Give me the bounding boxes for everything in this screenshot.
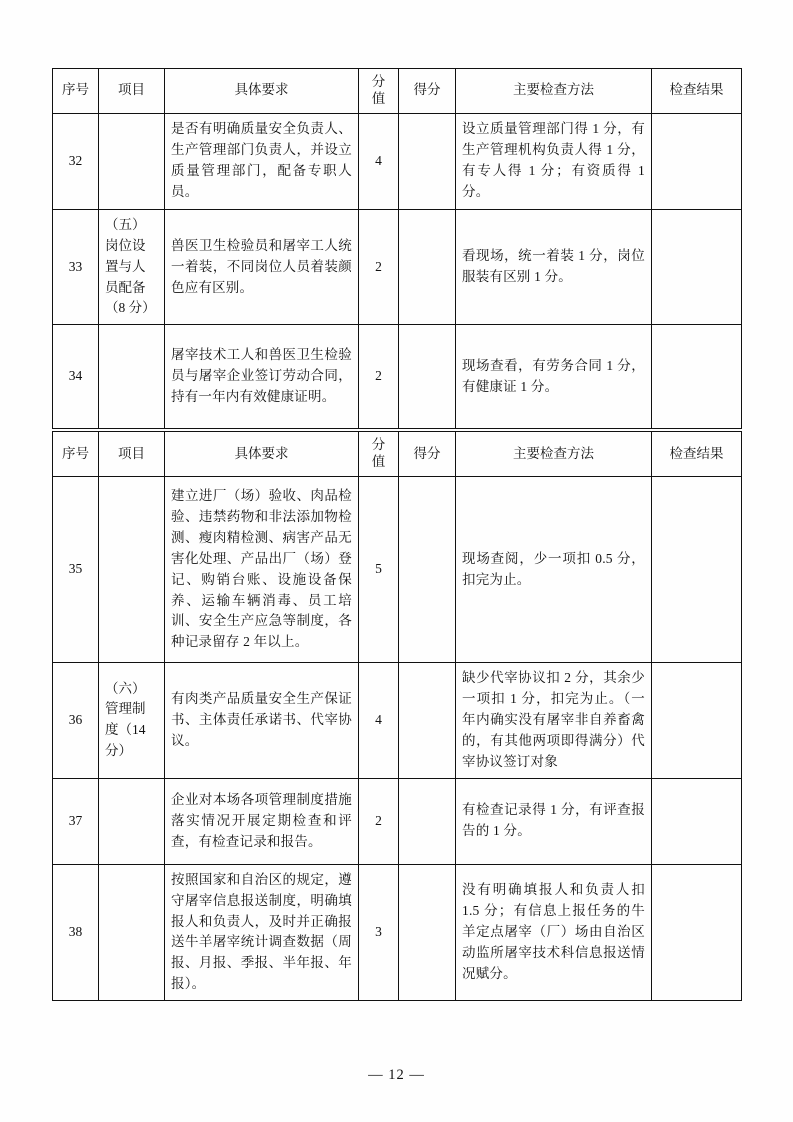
cell-requirement: 按照国家和自治区的规定，遵守屠宰信息报送制度，明确填报人和负责人，及时并正确报送牛羊屠宰统计调查数据（周报、月报、季报、半年报、年报）。 — [165, 864, 359, 1001]
cell-method: 现场查阅，少一项扣 0.5 分，扣完为止。 — [456, 477, 652, 663]
header-score: 分 值 — [359, 69, 399, 114]
header-got-score: 得分 — [399, 432, 456, 477]
table-row — [53, 325, 742, 429]
table-row — [53, 477, 742, 663]
header-item: 项目 — [99, 432, 165, 477]
cell-got-score — [399, 477, 456, 663]
cell-got-score — [399, 113, 456, 209]
cell-method: 缺少代宰协议扣 2 分，其余少一项扣 1 分，扣完为止。（一年内确实没有屠宰非自养畜禽的，有其他两项即得满分）代宰协议签订对象 — [456, 663, 652, 779]
cell-method: 现场查看，有劳务合同 1 分，有健康证 1 分。 — [456, 325, 652, 429]
table-row — [53, 209, 742, 325]
header-result: 检查结果 — [652, 69, 742, 114]
cell-item: （六）管理制度（14 分） — [99, 663, 165, 779]
cell-requirement: 屠宰技术工人和兽医卫生检验员与屠宰企业签订劳动合同，持有一年内有效健康证明。 — [165, 325, 359, 429]
table-row — [53, 113, 742, 209]
inspection-table-part-1 — [52, 68, 742, 429]
header-item: 项目 — [99, 69, 165, 114]
cell-seq: 38 — [53, 864, 99, 1001]
cell-item — [99, 864, 165, 1001]
header-seq: 序号 — [53, 69, 99, 114]
cell-result — [652, 778, 742, 864]
cell-seq: 32 — [53, 113, 99, 209]
table-header-row — [53, 432, 742, 477]
header-got-score: 得分 — [399, 69, 456, 114]
header-requirement: 具体要求 — [165, 432, 359, 477]
header-requirement: 具体要求 — [165, 69, 359, 114]
cell-score: 2 — [359, 778, 399, 864]
cell-score: 2 — [359, 325, 399, 429]
cell-requirement: 建立进厂（场）验收、肉品检验、违禁药物和非法添加物检测、瘦肉精检测、病害产品无害化处理、产品出厂（场）登记、购销台账、设施设备保养、运输车辆消毒、员工培训、安全生产应急等制度，各种记录留存 2 年以上。 — [165, 477, 359, 663]
table-row — [53, 778, 742, 864]
cell-item — [99, 325, 165, 429]
cell-seq: 34 — [53, 325, 99, 429]
cell-got-score — [399, 864, 456, 1001]
cell-got-score — [399, 325, 456, 429]
cell-item — [99, 477, 165, 663]
cell-item: （五）岗位设置与人员配备（8 分） — [99, 209, 165, 325]
cell-result — [652, 864, 742, 1001]
table-row — [53, 864, 742, 1001]
cell-method: 设立质量管理部门得 1 分，有生产管理机构负责人得 1 分，有专人得 1 分；有资质得 1 分。 — [456, 113, 652, 209]
cell-score: 4 — [359, 663, 399, 779]
page-number: — 12 — — [368, 1067, 425, 1083]
cell-item — [99, 778, 165, 864]
cell-method: 看现场，统一着装 1 分，岗位服装有区别 1 分。 — [456, 209, 652, 325]
cell-requirement: 兽医卫生检验员和屠宰工人统一着装，不同岗位人员着装颜色应有区别。 — [165, 209, 359, 325]
cell-got-score — [399, 209, 456, 325]
inspection-table-part-2 — [52, 431, 742, 1001]
cell-got-score — [399, 778, 456, 864]
header-result: 检查结果 — [652, 432, 742, 477]
cell-score: 3 — [359, 864, 399, 1001]
cell-method: 有检查记录得 1 分，有评查报告的 1 分。 — [456, 778, 652, 864]
header-score: 分 值 — [359, 432, 399, 477]
table-header-row — [53, 69, 742, 114]
cell-method: 没有明确填报人和负责人扣 1.5 分；有信息上报任务的牛羊定点屠宰（厂）场由自治区动监所屠宰技术科信息报送情况赋分。 — [456, 864, 652, 1001]
cell-seq: 36 — [53, 663, 99, 779]
cell-seq: 35 — [53, 477, 99, 663]
cell-seq: 33 — [53, 209, 99, 325]
header-method: 主要检查方法 — [456, 432, 652, 477]
header-method: 主要检查方法 — [456, 69, 652, 114]
cell-seq: 37 — [53, 778, 99, 864]
table-row — [53, 663, 742, 779]
cell-result — [652, 663, 742, 779]
cell-result — [652, 209, 742, 325]
cell-result — [652, 113, 742, 209]
cell-requirement: 是否有明确质量安全负责人、生产管理部门负责人，并设立质量管理部门，配备专职人员。 — [165, 113, 359, 209]
cell-requirement: 企业对本场各项管理制度措施落实情况开展定期检查和评查，有检查记录和报告。 — [165, 778, 359, 864]
cell-score: 4 — [359, 113, 399, 209]
cell-score: 5 — [359, 477, 399, 663]
header-seq: 序号 — [53, 432, 99, 477]
cell-result — [652, 325, 742, 429]
cell-requirement: 有肉类产品质量安全生产保证书、主体责任承诺书、代宰协议。 — [165, 663, 359, 779]
cell-score: 2 — [359, 209, 399, 325]
cell-item — [99, 113, 165, 209]
cell-result — [652, 477, 742, 663]
cell-got-score — [399, 663, 456, 779]
